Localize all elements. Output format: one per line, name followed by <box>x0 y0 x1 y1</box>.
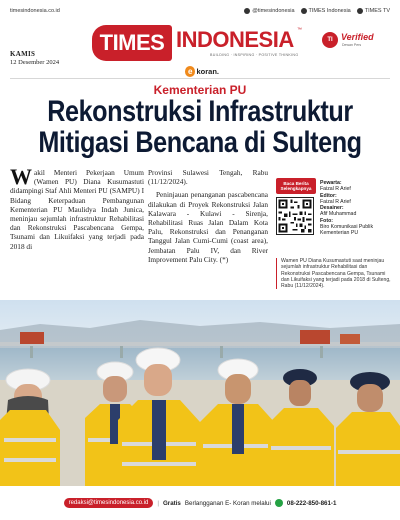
article-column-2 <box>148 168 268 268</box>
footer-promo-bold: Gratis <box>162 499 181 507</box>
article-headline <box>0 96 400 158</box>
footer-separator: | <box>157 499 159 507</box>
social-links <box>244 8 390 14</box>
issue-full-date: 12 Desember 2024 <box>10 59 60 66</box>
site-url[interactable]: timesindonesia.co.id <box>10 8 60 14</box>
drop-cap: W <box>10 164 32 189</box>
qr-code-icon <box>277 198 313 234</box>
logo-trademark: ™ <box>297 27 302 33</box>
twitter-icon <box>301 8 307 14</box>
issue-day: KAMIS <box>10 50 36 58</box>
tv-icon <box>357 8 363 14</box>
credit-editor: Editor: Faizal R Arief <box>320 192 351 205</box>
footer-email[interactable]: redaksi@timesindonesia.co.id <box>64 498 154 508</box>
read-more-button[interactable]: Baca Berita Selengkapnya <box>276 178 316 194</box>
social-twitter[interactable] <box>301 8 351 14</box>
ekoran-e-icon: e <box>185 66 195 77</box>
whatsapp-icon <box>275 499 283 507</box>
social-tv-label: TIMES TV <box>364 8 390 14</box>
read-more-box <box>276 178 316 235</box>
credits-box <box>320 180 396 237</box>
inspection-photo-illustration <box>0 300 400 486</box>
headline-line-2: Mitigasi Bencana di Sulteng <box>38 126 362 159</box>
article-column-1 <box>10 164 144 255</box>
article-paragraph: Peninjauan penanganan pascabencana dilakukan di Proyek Rekonstruksi Jalan Kalawara - Kulawi - Sirenja, Rehabilitasi Ruas Jalan Dalam Kota Palu, Rekonstruksi dan Penanganan Tanggul Jalan Cumi-Cumi (coast area), Jembatan Palu IV, dan River Improvement Palu City. (*) <box>148 190 268 264</box>
credit-reporter: Pewarta: Faizal R Arief <box>320 180 351 193</box>
credit-designer: Desainer: Afif Muhammad <box>320 205 357 218</box>
article-paragraph: Provinsi Sulawesi Tengah, Rabu (11/12/2024). <box>148 168 268 187</box>
ekoran-text: koran. <box>196 66 219 76</box>
footer-promo-text: Berlangganan E- Koran melalui <box>184 499 271 507</box>
logo-times: TIMES <box>92 25 172 61</box>
headline-line-1: Rekonstruksi Infrastruktur <box>47 95 353 128</box>
article-paragraph <box>10 164 144 251</box>
times-indonesia-logo[interactable] <box>92 25 306 63</box>
credit-photo: Foto: Biro Komunikasi Publik Kementerian PU <box>320 217 374 237</box>
footer-bar <box>0 486 400 520</box>
footer-phone[interactable]: 08-222-850-861-1 <box>286 499 337 507</box>
verified-dewan-pers-badge <box>322 32 392 52</box>
logo-tagline: BUILDING · INSPIRING · POSITIVE THINKING <box>210 53 299 57</box>
article-photo <box>0 300 400 486</box>
verified-badge-icon: TI <box>322 32 338 48</box>
issue-date <box>10 50 59 66</box>
masthead-divider <box>10 78 390 79</box>
verified-subtitle: Dewan Pers <box>342 43 362 47</box>
top-strip <box>0 0 400 22</box>
logo-indonesia: INDONESIA <box>176 27 294 52</box>
article-kicker: Kementerian PU <box>153 83 247 97</box>
photo-caption: Wamen PU Diana Kusumastuti saat meninjau sejumlah infrastruktur Rehabilitasi dan Rekonstruksi Pascabencana Gempa, Tsunami dan Likuifaksi yang terjadi pada 2018 di Sulteng, Rabu (11/12/2024). <box>276 258 394 289</box>
ekoran-logo <box>185 64 219 78</box>
article-text: akil Menteri Pekerjaan Umum (Wamen PU) Diana Kusumastuti didampingi Staf Ahli Menteri PU (SAMPU) I Bidang Keterpaduan Pembangunan Kementerian PU Maulidya Indah Junica, meninjau sejumlah infrastruktur Rehabilitasi dan Rekonstruksi Pascabencana Gempa, Tsunami dan Likuifaksi yang terjadi pada 2018 di <box>10 168 144 251</box>
social-twitter-label: TIMES Indonesia <box>308 8 351 14</box>
qr-code[interactable] <box>276 197 314 235</box>
social-instagram[interactable] <box>244 8 294 14</box>
instagram-icon <box>244 8 250 14</box>
social-tv[interactable] <box>357 8 390 14</box>
verified-title: Verified <box>341 32 374 42</box>
social-instagram-label: @timesindonesia <box>252 8 295 14</box>
